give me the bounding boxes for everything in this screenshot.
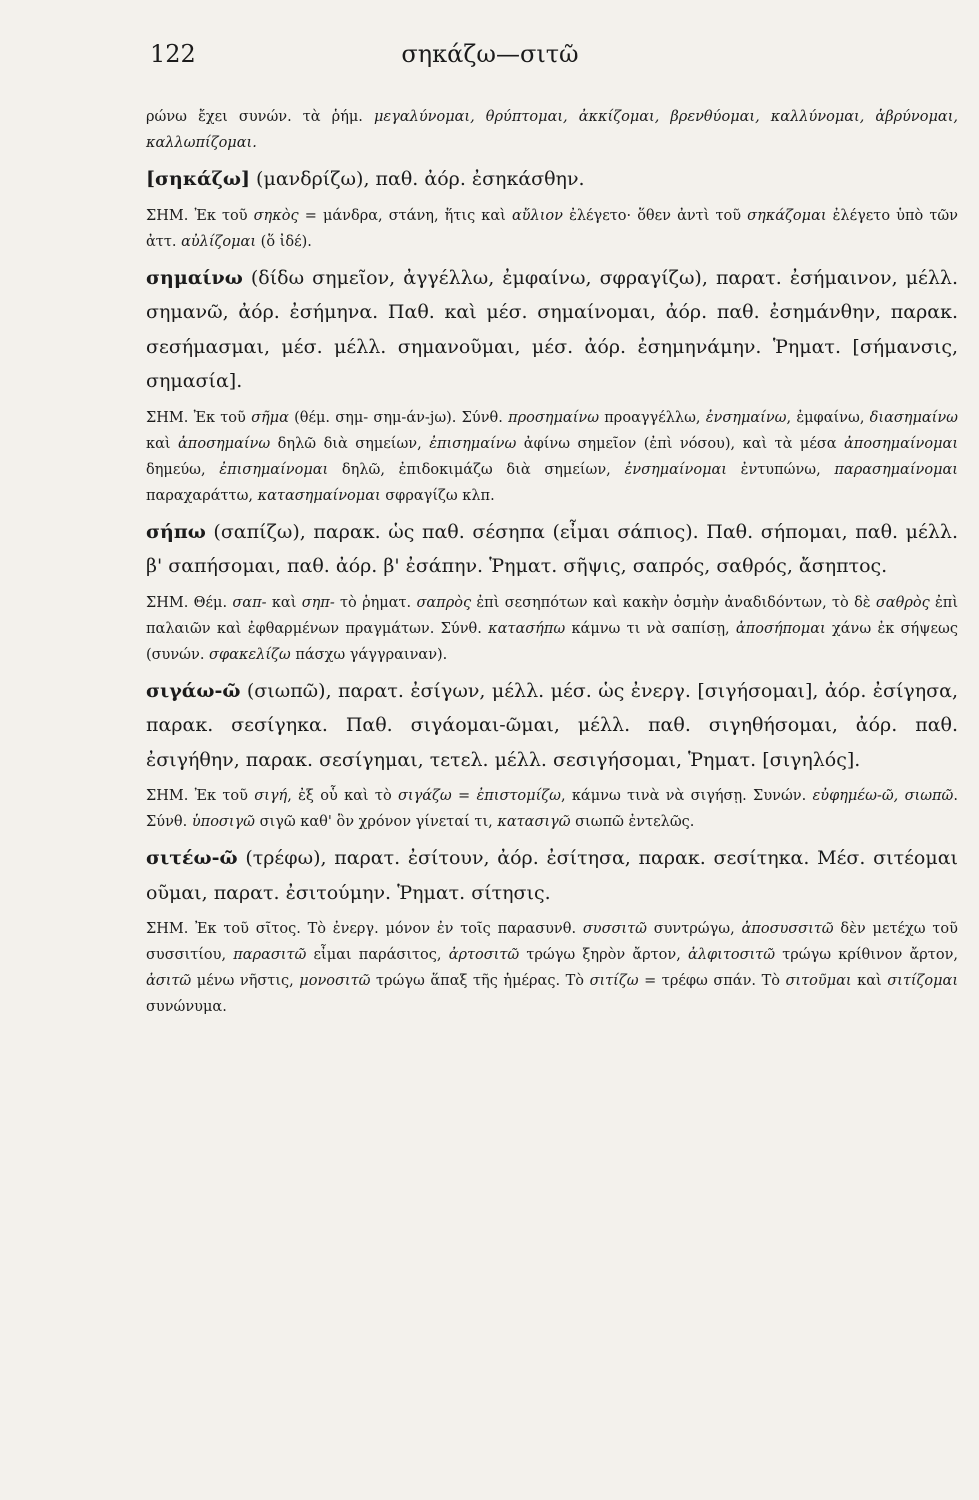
headword: σήπω	[146, 520, 206, 543]
text-run: ΣΗΜ. Ἐκ τοῦ	[146, 788, 255, 804]
text-run: σφραγίζω κλπ.	[380, 487, 495, 504]
running-title: σηκάζω—σιτῶ	[401, 40, 579, 68]
text-run: ἐλέγετο· ὅθεν ἀντὶ τοῦ	[562, 207, 748, 224]
headword: σιγάω-ῶ	[146, 679, 241, 702]
italic-term: συσσιτῶ	[582, 921, 647, 937]
italic-term: σαπρὸς	[416, 594, 472, 611]
entry-paragraph	[146, 162, 958, 197]
text-run: δηλῶ, ἐπιδοκιμάζω διὰ σημείων,	[328, 461, 625, 478]
note-paragraph	[146, 104, 958, 156]
text-run: ΣΗΜ. Ἐκ τοῦ σῖτος. Τὸ ἐνεργ. μόνον ἐν τοῖς παρασυνθ.	[146, 921, 583, 937]
text-run: συντρώγω,	[646, 921, 742, 937]
text-run: καὶ	[851, 973, 888, 989]
italic-term: ἀποσημαίνομαι	[844, 435, 958, 452]
text-run: καὶ	[266, 594, 302, 611]
text-run: εἶμαι παράσιτος,	[306, 947, 449, 963]
page-header	[150, 40, 830, 80]
italic-term: σιτοῦμαι	[785, 973, 852, 989]
italic-term: αὔλιον	[511, 207, 563, 224]
italic-term: μεγαλύνομαι, θρύπτομαι, ἀκκίζομαι, βρενθύομαι, καλλύνομαι, ἁβρύνομαι, καλλωπίζομαι.	[146, 109, 958, 151]
italic-term: σφακελίζω	[209, 646, 291, 663]
note-paragraph	[146, 203, 958, 255]
text-run: =	[451, 788, 477, 804]
italic-term: παρασημαίνομαι	[834, 461, 958, 478]
text-run: παραχαράττω,	[146, 487, 258, 504]
note-paragraph	[146, 783, 958, 835]
italic-term: ἀσιτῶ	[146, 973, 192, 989]
text-run: (δίδω σημεῖον, ἀγγέλλω, ἐμφαίνω, σφραγίζω), παρατ. ἐσήμαινον, μέλλ. σημανῶ, ἀόρ. ἐσήμηνα. Παθ. καὶ μέσ. σημαίνομαι, ἀόρ. παθ. ἐσημάνθην, παρακ. σεσήμασμαι, μέσ. μέλλ. σημανοῦμαι, μέσ. ἀόρ. ἐσημηνάμην. Ῥηματ. [σήμανσις, σημασία].	[146, 266, 958, 392]
entry-paragraph	[146, 841, 958, 910]
italic-term: κατασήπω	[488, 620, 566, 637]
note-paragraph	[146, 916, 958, 1020]
text-run: (σιωπῶ), παρατ. ἐσίγων, μέλλ. μέσ. ὡς ἐνεργ. [σιγήσομαι], ἀόρ. ἐσίγησα, παρακ. σεσίγηκα. Παθ. σιγάομαι-ῶμαι, μέλλ. παθ. σιγηθήσομαι, ἀόρ. παθ. ἐσιγήθην, παρακ. σεσίγημαι, τετελ. μέλλ. σεσιγήσομαι, Ῥηματ. [σιγηλός].	[146, 679, 958, 771]
text-run: ΣΗΜ. Ἐκ τοῦ	[146, 207, 254, 224]
text-run: = μάνδρα, στάνη, ἥτις καὶ	[298, 207, 512, 224]
italic-term: ἐπισημαίνω	[429, 435, 517, 452]
entry-paragraph	[146, 515, 958, 584]
text-run: κάμνω τι νὰ σαπίσῃ,	[565, 620, 736, 637]
text-run: , κάμνω τινὰ νὰ σιγήσῃ. Συνών.	[560, 788, 813, 804]
text-run: ἀφίνω σημεῖον (ἐπὶ νόσου), καὶ τὰ μέσα	[516, 435, 845, 452]
italic-term: παρασιτῶ	[233, 947, 307, 963]
italic-term: ἀποσήπομαι	[735, 620, 826, 637]
italic-term: ἐπιστομίζω	[476, 788, 561, 804]
text-run: προαγγέλλω,	[599, 409, 706, 426]
text-run: (σαπίζω), παρακ. ὡς παθ. σέσηπα (εἶμαι σάπιος). Παθ. σήπομαι, παθ. μέλλ. β' σαπήσομαι, παθ. ἀόρ. β' ἐσάπην. Ῥηματ. σῆψις, σαπρός, σαθρός, ἄσηπτος.	[146, 520, 958, 577]
text-run: δηλῶ διὰ σημείων,	[270, 435, 430, 452]
italic-term: προσημαίνω	[508, 409, 600, 426]
text-run: , ἐξ οὗ καὶ τὸ	[287, 788, 398, 804]
entry-paragraph	[146, 674, 958, 778]
text-run: ἐλέγετο ὑπὸ τῶν ἀττ.	[146, 207, 958, 250]
italic-term: σιτίζομαι	[887, 973, 959, 989]
text-run: τρώγω κρίθινον ἄρτον,	[775, 947, 958, 963]
italic-term: σαθρὸς	[875, 594, 930, 611]
italic-term: σηκὸς	[253, 207, 299, 224]
italic-term: σαπ-	[232, 594, 267, 611]
text-run: τρώγω ἅπαξ τῆς ἡμέρας. Τὸ	[370, 973, 590, 989]
italic-term: σιγάζω	[397, 788, 452, 804]
text-run: δημεύω,	[146, 461, 220, 478]
italic-term: αὐλίζομαι	[181, 233, 257, 250]
italic-term: ἐνσημαίνω	[705, 409, 787, 426]
headword: σημαίνω	[146, 266, 243, 289]
italic-term: ἀποσημαίνω	[178, 435, 271, 452]
note-paragraph	[146, 405, 958, 509]
italic-term: σιγή	[254, 788, 288, 804]
page-body	[146, 104, 958, 1026]
text-run: ἐπὶ παλαιῶν καὶ ἐφθαρμένων πραγμάτων. Σύνθ.	[146, 594, 959, 637]
note-paragraph	[146, 590, 958, 668]
text-run: ΣΗΜ. Θέμ.	[146, 594, 233, 611]
text-run: τὸ ῥηματ.	[334, 594, 417, 611]
text-run: (μανδρίζω), παθ. ἀόρ. ἐσηκάσθην.	[250, 168, 585, 190]
text-run: πάσχω γάγγραιναν).	[290, 646, 448, 663]
italic-term: ἀποσυσσιτῶ	[741, 921, 834, 937]
italic-term: εὐφημέω-ῶ, σιωπῶ	[812, 788, 954, 804]
text-run: (ὅ ἰδέ).	[256, 233, 312, 250]
italic-term: σηπ-	[301, 594, 335, 611]
italic-term: διασημαίνω	[869, 409, 959, 426]
italic-term: μονοσιτῶ	[299, 973, 371, 989]
italic-term: σιτίζω	[589, 973, 639, 989]
text-run: χάνω ἐκ σήψεως (συνών.	[146, 620, 958, 663]
text-run: , ἐμφαίνω,	[786, 409, 870, 426]
text-run: (τρέφω), παρατ. ἐσίτουν, ἀόρ. ἐσίτησα, παρακ. σεσίτηκα. Μέσ. σιτέομαι οῦμαι, παρατ. ἐσιτούμην. Ῥηματ. σίτησις.	[146, 847, 958, 904]
entry-paragraph	[146, 261, 958, 399]
text-run: τρώγω ξηρὸν ἄρτον,	[519, 947, 689, 963]
text-run: σιγῶ καθ' ὃν χρόνον γίνεταί τι,	[255, 814, 498, 830]
text-run: ἐντυπώνω,	[727, 461, 835, 478]
text-run: ΣΗΜ. Ἐκ τοῦ	[146, 409, 252, 426]
italic-term: ἐνσημαίνομαι	[624, 461, 727, 478]
italic-term: σῆμα	[251, 409, 289, 426]
text-run: δὲν μετέχω τοῦ συσσιτίου,	[146, 921, 958, 963]
text-run: μένω νῆστις,	[191, 973, 300, 989]
text-run: ρώνω ἔχει συνών. τὰ ῥήμ.	[146, 109, 374, 125]
page-number: 122	[150, 40, 196, 68]
italic-term: σηκάζομαι	[747, 207, 827, 224]
text-run: ἐπὶ σεσηπότων καὶ κακὴν ὀσμὴν ἀναδιδόντων, τὸ δὲ	[471, 594, 876, 611]
text-run: σιωπῶ ἐντελῶς.	[570, 814, 695, 830]
italic-term: ὑποσιγῶ	[191, 814, 255, 830]
text-run: (θέμ. σημ- σημ-άν-jω). Σύνθ.	[288, 409, 509, 426]
italic-term: ἐπισημαίνομαι	[219, 461, 329, 478]
italic-term: ἀλφιτοσιτῶ	[688, 947, 776, 963]
italic-term: κατασιγῶ	[497, 814, 571, 830]
text-run: . Σύνθ.	[146, 788, 958, 830]
headword: σιτέω-ῶ	[146, 847, 238, 869]
italic-term: κατασημαίνομαι	[257, 487, 381, 504]
text-run: συνώνυμα.	[146, 999, 227, 1015]
italic-term: ἀρτοσιτῶ	[448, 947, 520, 963]
headword: [σηκάζω]	[146, 168, 251, 190]
text-run: = τρέφω σπάν. Τὸ	[638, 973, 786, 989]
text-run: καὶ	[146, 435, 179, 452]
